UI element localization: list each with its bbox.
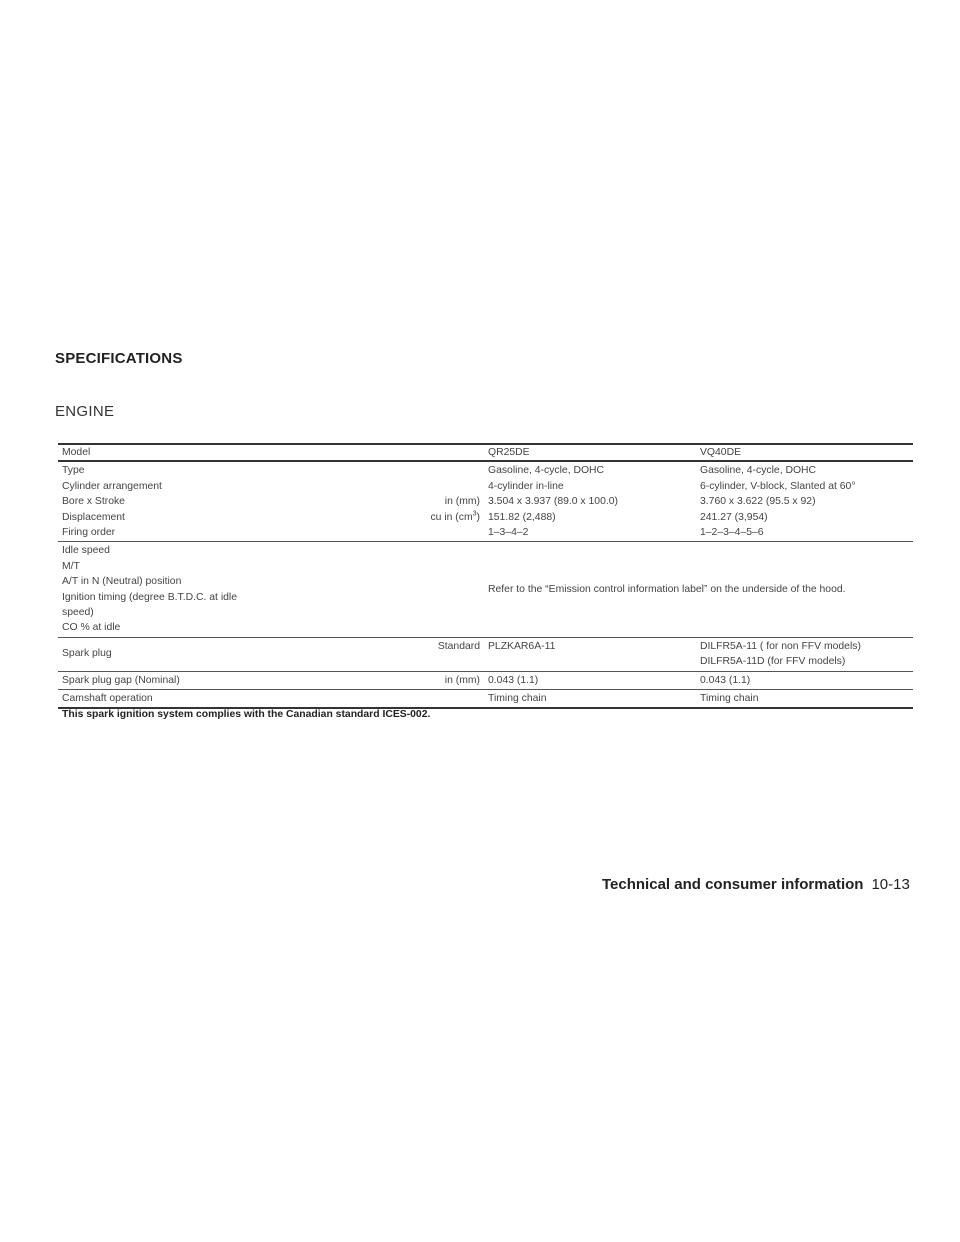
table-header-row	[58, 445, 913, 462]
vq40de-type: Gasoline, 4-cycle, DOHC	[700, 465, 817, 477]
label-camshaft-operation: Camshaft operation	[62, 692, 153, 704]
vq40de-camshaft: Timing chain	[700, 692, 759, 704]
qr25de-bore-stroke: 3.504 x 3.937 (89.0 x 100.0)	[488, 496, 618, 508]
labels-column	[58, 463, 484, 540]
qr25de-cylinder: 4-cylinder in-line	[488, 480, 564, 492]
emission-reference-text: Refer to the “Emission control information label” on the underside of the hood.	[488, 583, 846, 595]
table-row-engine-basics	[58, 462, 913, 542]
header-model-label: Model	[62, 447, 91, 458]
compliance-note: This spark ignition system complies with the Canadian standard ICES-002.	[62, 709, 431, 720]
vq40de-cylinder: 6-cylinder, V-block, Slanted at 60°	[700, 480, 856, 492]
vq40de-displacement: 241.27 (3,954)	[700, 511, 768, 523]
table-row-spark-plug	[58, 638, 913, 672]
table-row-camshaft	[58, 690, 913, 707]
label-bore-stroke: Bore x Stroke	[62, 496, 125, 508]
vq40de-spark-plug-non-ffv: DILFR5A-11 ( for non FFV models)	[700, 640, 861, 652]
qr25de-spark-plug: PLZKAR6A-11	[488, 640, 556, 652]
qr25de-displacement: 151.82 (2,488)	[488, 511, 556, 523]
vq40de-spark-plug	[698, 639, 913, 670]
label-cylinder-arrangement: Cylinder arrangement	[62, 480, 162, 492]
vq40de-values-column	[698, 463, 913, 540]
page-footer	[602, 876, 910, 893]
label-at-neutral: A/T in N (Neutral) position	[62, 576, 182, 588]
unit-bore-stroke: in (mm)	[444, 496, 480, 508]
qr25de-camshaft: Timing chain	[488, 692, 547, 704]
header-vq40de: VQ40DE	[700, 447, 742, 458]
label-firing-order: Firing order	[62, 526, 116, 538]
header-qr25de: QR25DE	[488, 447, 530, 458]
vq40de-spark-plug-gap: 0.043 (1.1)	[700, 674, 751, 686]
qr25de-firing-order: 1–3–4–2	[488, 526, 529, 538]
unit-spark-plug: Standard	[437, 640, 480, 652]
footer-chapter-title: Technical and consumer information	[602, 876, 864, 893]
table-row-idle-ignition	[58, 542, 913, 637]
vq40de-spark-plug-ffv: DILFR5A-11D (for FFV models)	[700, 656, 846, 668]
label-ignition-timing: Ignition timing (degree B.T.D.C. at idle	[62, 591, 237, 603]
qr25de-values-column	[484, 463, 698, 540]
unit-displacement: cu in $(cm^3)$	[430, 510, 480, 523]
label-displacement: Displacement	[62, 511, 125, 523]
idle-labels-column	[58, 543, 484, 635]
section-title: SPECIFICATIONS	[55, 350, 183, 367]
label-spark-plug-gap: Spark plug gap (Nominal)	[62, 674, 180, 686]
table-row-spark-plug-gap	[58, 672, 913, 690]
label-idle-speed: Idle speed	[62, 545, 110, 557]
label-ignition-timing-cont: speed)	[62, 606, 94, 618]
qr25de-spark-plug-gap: 0.043 (1.1)	[488, 674, 539, 686]
label-spark-plug: Spark plug	[62, 648, 112, 660]
spark-plug-label-cell	[58, 639, 484, 670]
label-mt: M/T	[62, 560, 80, 572]
unit-spark-plug-gap: in (mm)	[444, 674, 480, 686]
label-type: Type	[62, 465, 85, 477]
label-co-idle: CO % at idle	[62, 622, 121, 634]
footer-page-number: 10-13	[871, 876, 910, 893]
vq40de-bore-stroke: 3.760 x 3.622 (95.5 x 92)	[700, 496, 816, 508]
vq40de-firing-order: 1–2–3–4–5–6	[700, 526, 764, 538]
subsection-title: ENGINE	[55, 403, 115, 420]
qr25de-type: Gasoline, 4-cycle, DOHC	[488, 465, 605, 477]
engine-spec-table	[58, 443, 913, 709]
